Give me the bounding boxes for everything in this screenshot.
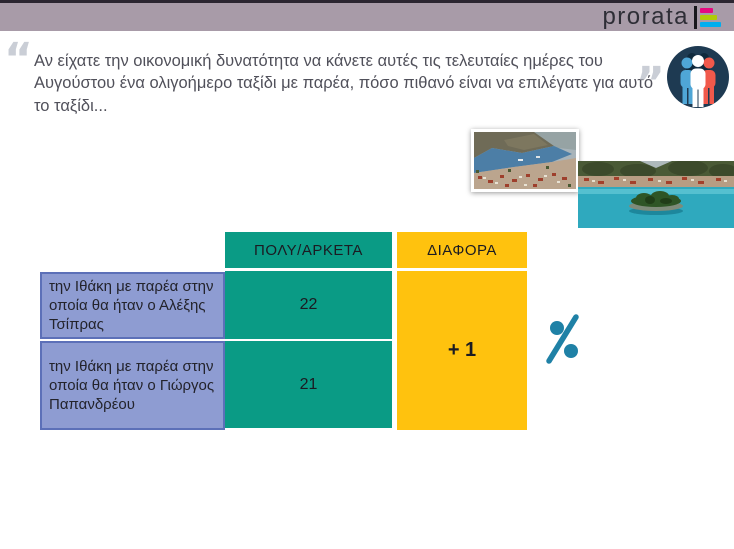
column-header-poly-arketa: ΠΟΛΥ/ΑΡΚΕΤΑ [225,232,392,268]
survey-question-text: Αν είχατε την οικονομική δυνατότητα να κάνετε αυτές τις τελευταίες ημέρες του Αυγούστου ένα ολιγοήμερο ταξίδι με παρέα, πόσο πιθανό είναι να επιλέγατε για αυτό το ταξίδι... [34,52,654,115]
column-header-diafora: ΔΙΑΦΟΡΑ [397,232,527,268]
brand-header-bar [0,0,734,31]
percent-symbol-icon [542,311,582,365]
close-quote-icon: ” [636,58,665,109]
people-group-icon [667,46,729,108]
ithaca-bay-photo [471,129,579,192]
ithaca-island-photo [578,161,734,228]
row-label-papandreou: την Ιθάκη με παρέα στην οποία θα ήταν ο Γιώργος Παπανδρέου [40,341,225,430]
difference-cell: + 1 [397,271,527,430]
open-quote-icon: “ [4,34,33,85]
value-cell-tsipras: 22 [225,271,392,339]
prorata-logo-bars-icon [700,8,722,27]
logo-divider-bar [694,6,697,29]
row-label-tsipras: την Ιθάκη με παρέα στην οποία θα ήταν ο Αλέξης Τσίπρας [40,272,225,339]
value-cell-papandreou: 21 [225,341,392,428]
prorata-logo-text: prorata [602,3,689,30]
